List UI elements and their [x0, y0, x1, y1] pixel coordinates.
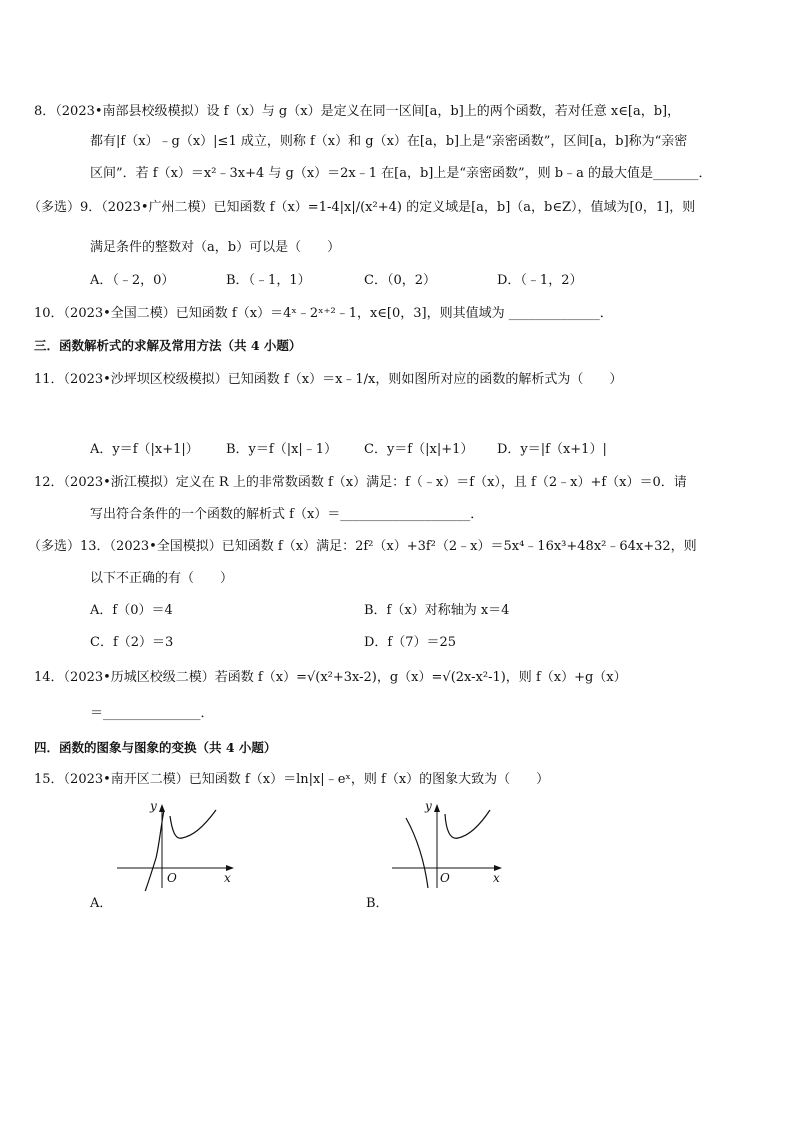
q9-option-d: D．（﹣1，2）: [497, 273, 583, 288]
q15-graph-b: [390, 796, 520, 891]
q14-line-2: ＝_______________．: [90, 706, 214, 721]
q9-option-c: C．（0，2）: [364, 273, 436, 288]
graph-b-origin-label: O: [440, 871, 450, 885]
graph-b-y-label: y: [425, 799, 432, 813]
q14-line-1: 14．（2023•历城区校级二模）若函数 f（x）=√(x²+3x-2)，g（x）=√(2x-x²-1)，则 f（x）+g（x）: [34, 670, 627, 685]
q13-line-2: 以下不正确的有（ ）: [90, 571, 234, 586]
q13-option-a: A．f（0）＝4: [90, 603, 173, 618]
q8-line-2: 都有|f（x）﹣g（x）|≤1 成立，则称 f（x）和 g（x）在[a，b]上是“亲密函数”，区间[a，b]称为“亲密: [90, 134, 688, 149]
q13-option-b: B．f（x）对称轴为 x＝4: [364, 603, 510, 618]
q15-graph-a: [112, 796, 242, 891]
q11-option-c: C．y＝f（|x|+1）: [364, 442, 474, 457]
graph-a-curve-right: [170, 810, 216, 838]
q15-option-a: A．: [90, 896, 113, 911]
graph-b-svg: [390, 796, 520, 891]
q8-line-3: 区间”．若 f（x）＝x²﹣3x+4 与 g（x）＝2x﹣1 在[a，b]上是“亲密函数”，则 b﹣a 的最大值是_______．: [90, 166, 712, 181]
q8-line-1: 8．（2023•南部县校级模拟）设 f（x）与 g（x）是定义在同一区间[a，b]上的两个函数，若对任意 x∈[a，b]，: [34, 104, 681, 119]
q11-option-d: D．y＝|f（x+1）|: [497, 442, 607, 457]
graph-b-x-label: x: [493, 871, 500, 885]
q9-line-2: 满足条件的整数对（a，b）可以是（ ）: [90, 240, 341, 255]
q10-line-1: 10．（2023•全国二模）已知函数 f（x）＝4ˣ﹣2ˣ⁺²﹣1，x∈[0，3]，则其值域为 ______________．: [34, 306, 613, 321]
q15-option-b: B．: [366, 896, 389, 911]
q13-option-d: D．f（7）＝25: [364, 635, 457, 650]
q12-line-2: 写出符合条件的一个函数的解析式 f（x）＝____________________．: [90, 507, 484, 522]
section-4-heading: 四．函数的图象与图象的变换（共 4 小题）: [34, 740, 277, 755]
q9-option-b: B．（﹣1，1）: [226, 273, 311, 288]
q15-line-1: 15．（2023•南开区二模）已知函数 f（x）＝ln|x|﹣eˣ，则 f（x）的图象大致为（ ）: [34, 772, 550, 787]
q9-option-a: A．（﹣2，0）: [90, 273, 175, 288]
graph-a-y-label: y: [150, 799, 157, 813]
graph-a-origin-label: O: [167, 871, 177, 885]
q11-option-b: B．y＝f（|x|﹣1）: [226, 442, 338, 457]
q12-line-1: 12．（2023•浙江模拟）定义在 R 上的非常数函数 f（x）满足：f（﹣x）＝f（x），且 f（2﹣x）+f（x）＝0．请: [34, 475, 687, 490]
graph-a-x-label: x: [224, 871, 231, 885]
q11-line-1: 11．（2023•沙坪坝区校级模拟）已知函数 f（x）＝x﹣1/x，则如图所对应的函数的解析式为（ ）: [34, 372, 623, 387]
q9-line-1: （多选）9．（2023•广州二模）已知函数 f（x）=1-4|x|/(x²+4) 的定义域是[a，b]（a，b∈Z），值域为[0，1]，则: [28, 200, 696, 215]
q13-line-1: （多选）13．（2023•全国模拟）已知函数 f（x）满足：2f²（x）+3f²（2﹣x）＝5x⁴﹣16x³+48x²﹣64x+32，则: [28, 539, 697, 554]
graph-b-y-arrow: [434, 804, 440, 812]
graph-a-curve-left: [142, 810, 164, 891]
section-3-heading: 三．函数解析式的求解及常用方法（共 4 小题）: [34, 338, 302, 353]
graph-a-svg: [112, 796, 242, 891]
graph-b-curve-right: [445, 810, 490, 838]
q11-option-a: A．y＝f（|x+1|）: [90, 442, 199, 457]
graph-b-curve-left: [406, 818, 428, 888]
q13-option-c: C．f（2）＝3: [90, 635, 174, 650]
